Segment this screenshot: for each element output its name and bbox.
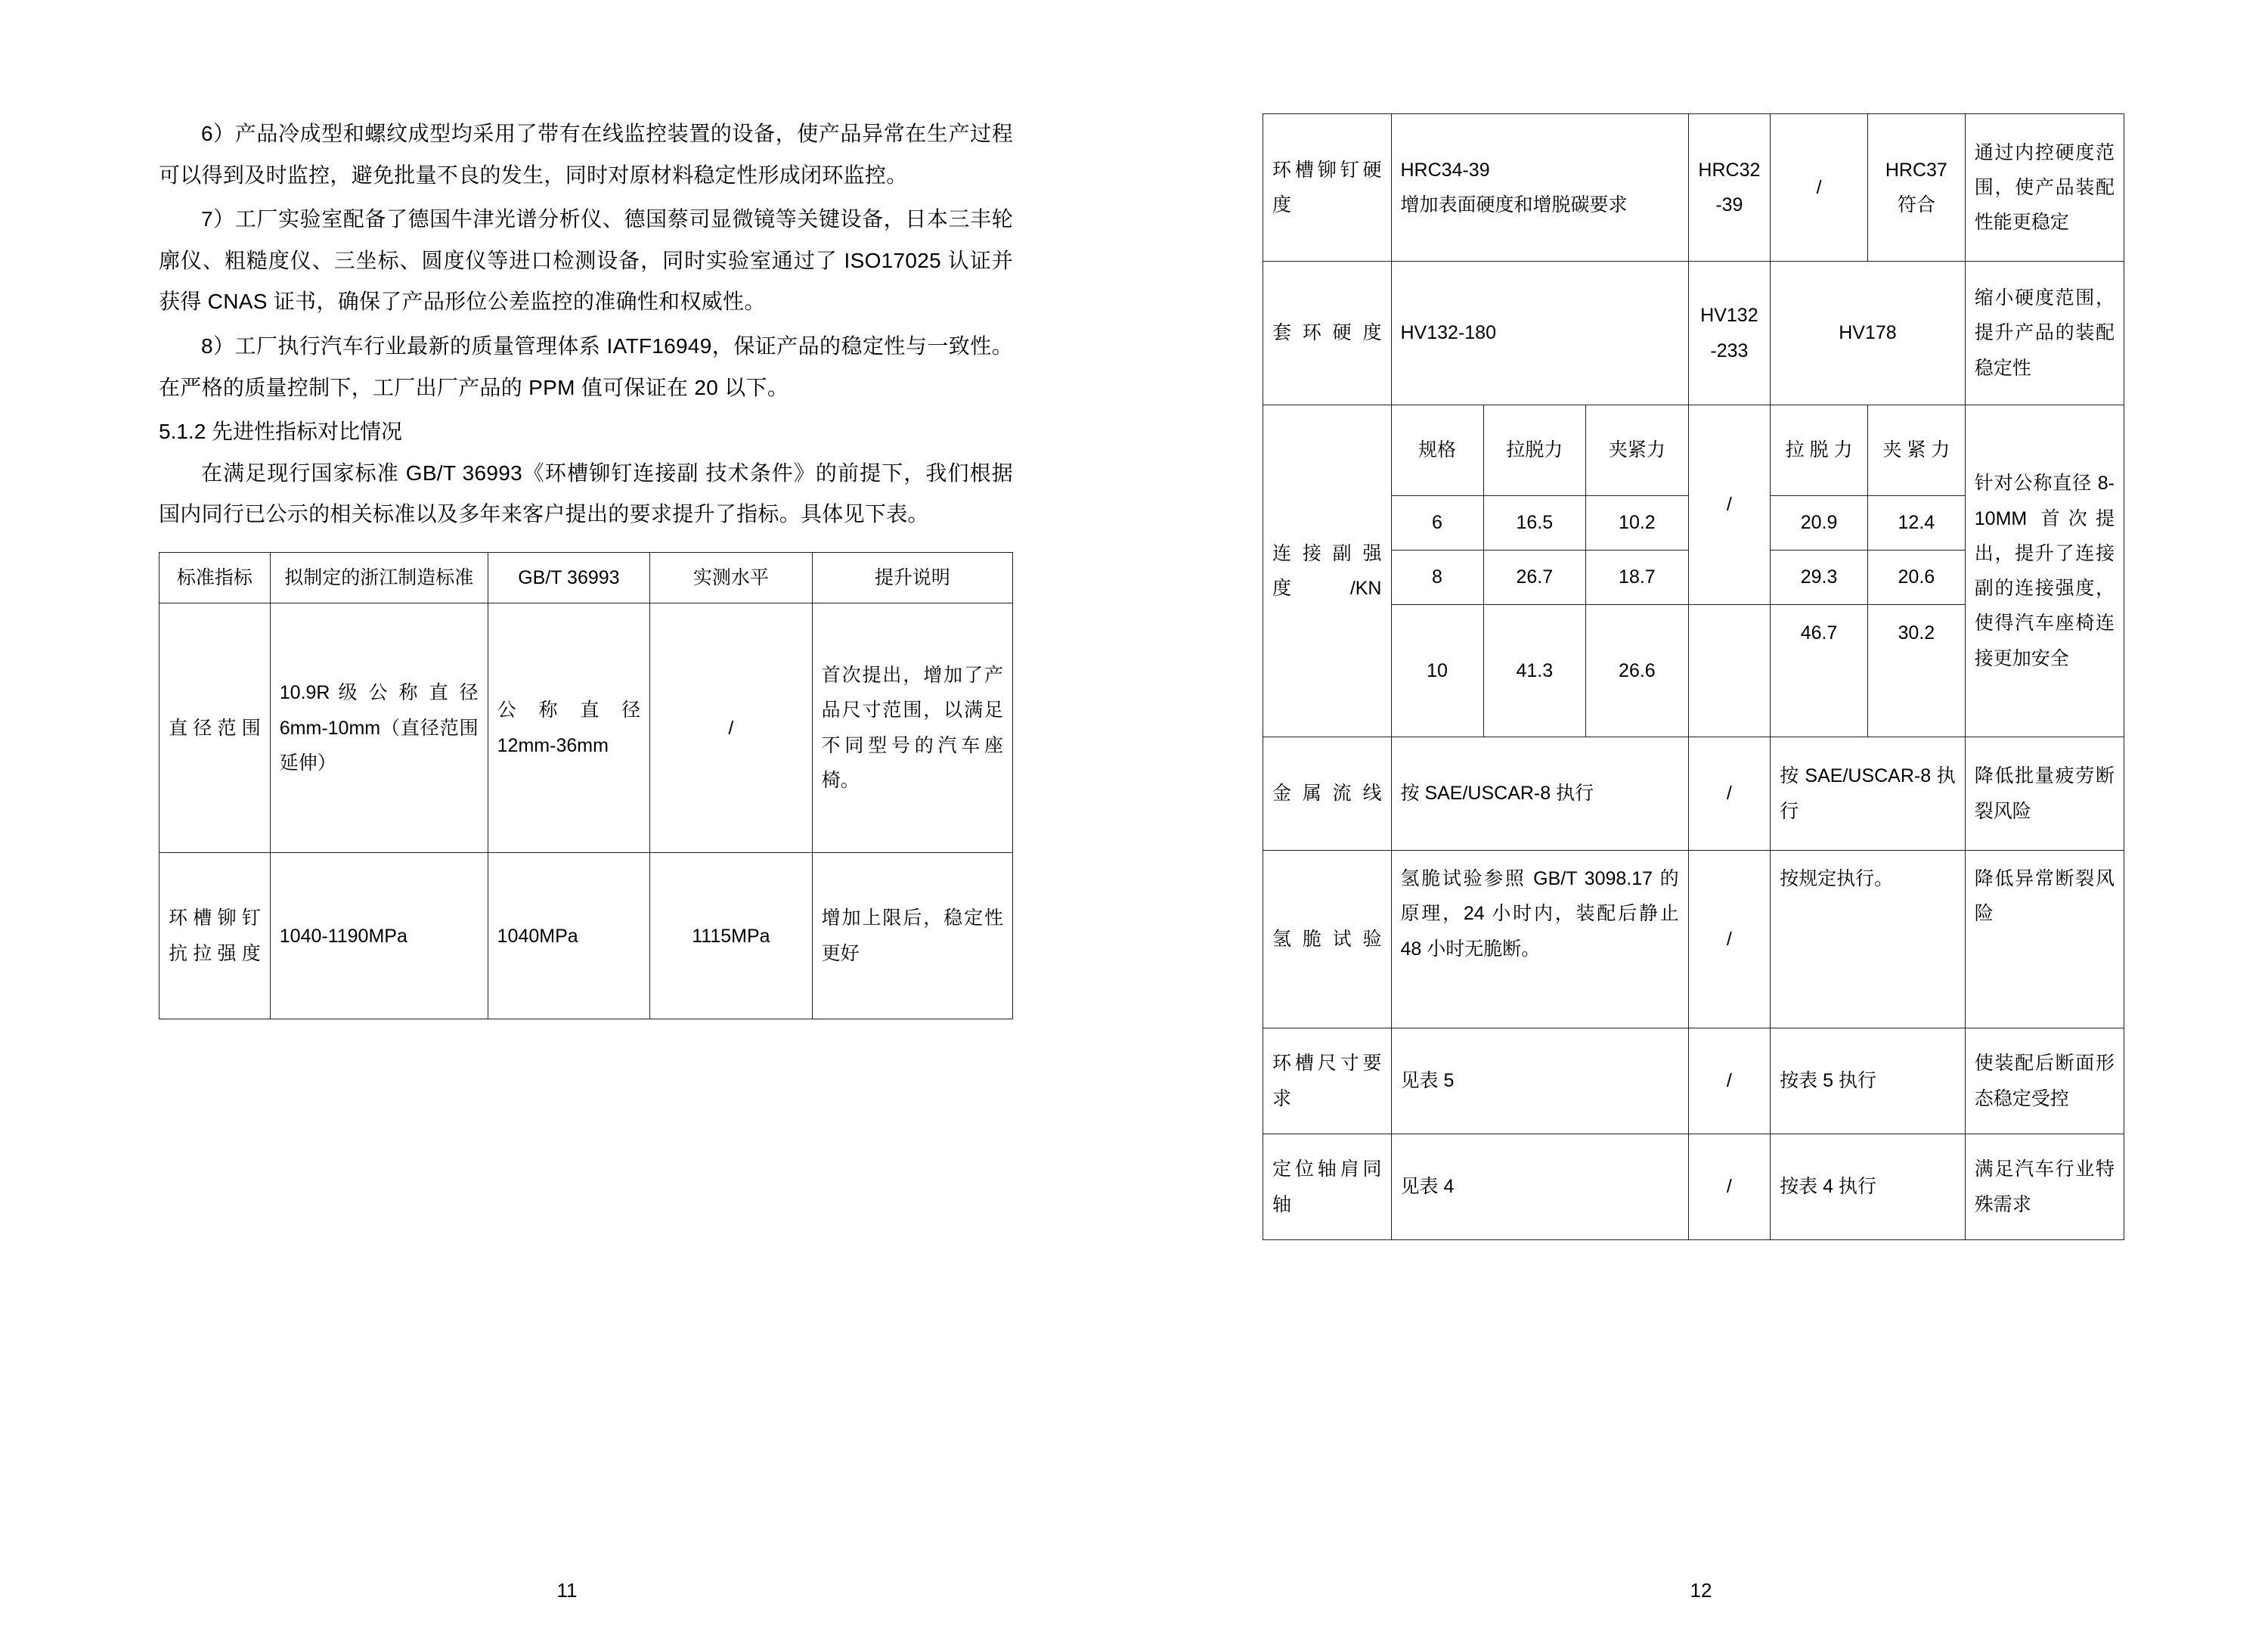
cell-indicator: 环槽铆钉抗拉强度 — [160, 853, 271, 1019]
paragraph-7: 7）工厂实验室配备了德国牛津光谱分析仪、德国蔡司显微镜等关键设备，日本三丰轮廓仪、粗糙度仪、三坐标、圆度仪等进口检测设备，同时实验室通过了 ISO17025 认证并获得 CNAS 证书，确保了产品形位公差监控的准确性和权威性。 — [159, 207, 1013, 314]
cell-indicator: 套环硬度 — [1263, 262, 1392, 405]
col-header-gbt: GB/T 36993 — [488, 552, 650, 603]
sub-header-pullout-measured: 拉 脱 力 — [1771, 405, 1868, 496]
cell-gbt: / — [1688, 737, 1770, 851]
cell-zhejiang: 见表 5 — [1391, 1028, 1688, 1134]
cell-indicator: 直径范围 — [160, 603, 271, 853]
cell-clamp: 10.2 — [1586, 496, 1689, 551]
paragraph-6: 6）产品冷成型和螺纹成型均采用了带有在线监控装置的设备，使产品异常在生产过程可以得到及时监控，避免批量不良的发生，同时对原材料稳定性形成闭环监控。 — [159, 122, 1013, 187]
cell-slash: / — [1771, 114, 1868, 262]
cell-indicator: 连接副强度/KN — [1263, 405, 1392, 737]
cell-measured — [1867, 114, 1965, 262]
cell-measured-line1: HRC37 — [1885, 159, 1947, 181]
table-header-row — [160, 552, 1013, 603]
page-number-left: 11 — [556, 1579, 578, 1602]
cell-clamp-measured: 12.4 — [1867, 496, 1965, 551]
cell-pullout-measured: 20.9 — [1771, 496, 1868, 551]
cell-clamp-measured: 20.6 — [1867, 551, 1965, 605]
col-header-indicator: 标准指标 — [160, 552, 271, 603]
cell-gbt: 1040MPa — [488, 853, 650, 1019]
cell-gbt: / — [1688, 851, 1770, 1028]
cell-zhejiang: HV132-180 — [1391, 262, 1688, 405]
cell-indicator: 定位轴肩同轴 — [1263, 1134, 1392, 1240]
cell-zhejiang: 按 SAE/USCAR-8 执行 — [1391, 737, 1688, 851]
cell-clamp: 18.7 — [1586, 551, 1689, 605]
cell-zhejiang — [1391, 114, 1688, 262]
sub-header-spec: 规格 — [1391, 405, 1483, 496]
cell-pullout-measured: 46.7 — [1771, 605, 1868, 737]
cell-zhejiang-line1: HRC34-39 — [1400, 159, 1490, 181]
cell-note: 首次提出，增加了产品尺寸范围，以满足不同型号的汽车座椅。 — [812, 603, 1012, 853]
cell-clamp: 26.6 — [1586, 605, 1689, 737]
table-row-rivet-hardness — [1263, 114, 2124, 262]
page-number-right: 12 — [1690, 1579, 1712, 1602]
cell-pullout: 41.3 — [1483, 605, 1586, 737]
cell-zhejiang: 氢脆试验参照 GB/T 3098.17 的原理，24 小时内，装配后静止 48 小时无脆断。 — [1391, 851, 1688, 1028]
section-paragraph: 在满足现行国家标准 GB/T 36993《环槽铆钉连接副 技术条件》的前提下，我们根据国内同行已公示的相关标准以及多年来客户提出的要求提升了指标。具体见下表。 — [159, 461, 1013, 526]
cell-zhejiang: 1040-1190MPa — [270, 853, 488, 1019]
cell-measured: / — [650, 603, 813, 853]
table-row-joint-strength-header — [1263, 405, 2124, 496]
table-row — [160, 603, 1013, 853]
table-row-shoulder-coaxial — [1263, 1134, 2124, 1240]
cell-note: 增加上限后，稳定性更好 — [812, 853, 1012, 1019]
cell-zhejiang: 10.9R 级 公 称 直 径 6mm-10mm（直径范围延伸） — [270, 603, 488, 853]
col-header-zhejiang: 拟制定的浙江制造标准 — [270, 552, 488, 603]
sub-header-slash: / — [1688, 405, 1770, 605]
section-heading-512: 5.1.2 先进性指标对比情况 — [159, 420, 403, 444]
col-header-measured: 实测水平 — [650, 552, 813, 603]
cell-measured: 1115MPa — [650, 853, 813, 1019]
comparison-table-left — [159, 552, 1013, 1019]
comparison-table-right — [1263, 113, 2124, 1240]
sub-header-pullout: 拉脱力 — [1483, 405, 1586, 496]
cell-measured-line2: 符合 — [1897, 194, 1935, 216]
cell-note: 使装配后断面形态稳定受控 — [1965, 1028, 2124, 1134]
cell-note: 缩小硬度范围，提升产品的装配稳定性 — [1965, 262, 2124, 405]
table-row-hydrogen-embrittlement — [1263, 851, 2124, 1028]
cell-gbt: / — [1688, 1028, 1770, 1134]
cell-zhejiang-line2: 增加表面硬度和增脱碳要求 — [1400, 194, 1628, 216]
cell-measured: 按表 4 执行 — [1771, 1134, 1966, 1240]
cell-note: 满足汽车行业特殊需求 — [1965, 1134, 2124, 1240]
cell-measured: HV178 — [1771, 262, 1966, 405]
cell-gbt: 公 称 直 径 12mm-36mm — [488, 603, 650, 853]
cell-pullout-measured: 29.3 — [1771, 551, 1868, 605]
cell-indicator: 氢脆试验 — [1263, 851, 1392, 1028]
page-right — [1134, 0, 2268, 1644]
table-row-metal-flow — [1263, 737, 2124, 851]
cell-gbt: HV132-233 — [1688, 262, 1770, 405]
cell-gbt: HRC32-39 — [1688, 114, 1770, 262]
cell-pullout: 16.5 — [1483, 496, 1586, 551]
cell-spec: 10 — [1391, 605, 1483, 737]
cell-gbt: / — [1688, 1134, 1770, 1240]
cell-note: 针对公称直径 8-10MM 首次提出，提升了连接副的连接强度，使得汽车座椅连接更加安全 — [1965, 405, 2124, 737]
table-row-groove-dimension — [1263, 1028, 2124, 1134]
col-header-note: 提升说明 — [812, 552, 1012, 603]
sub-header-clamp: 夹紧力 — [1586, 405, 1689, 496]
cell-spec: 6 — [1391, 496, 1483, 551]
cell-note: 降低异常断裂风险 — [1965, 851, 2124, 1028]
cell-indicator: 环槽尺寸要求 — [1263, 1028, 1392, 1134]
cell-clamp-measured: 30.2 — [1867, 605, 1965, 737]
table-row-collar-hardness — [1263, 262, 2124, 405]
cell-measured: 按规定执行。 — [1771, 851, 1966, 1028]
cell-note: 降低批量疲劳断裂风险 — [1965, 737, 2124, 851]
cell-indicator: 环槽铆钉硬度 — [1263, 114, 1392, 262]
cell-note: 通过内控硬度范围，使产品装配性能更稳定 — [1965, 114, 2124, 262]
cell-pullout: 26.7 — [1483, 551, 1586, 605]
sub-header-clamp-measured: 夹 紧 力 — [1867, 405, 1965, 496]
table-row — [160, 853, 1013, 1019]
cell-spec: 8 — [1391, 551, 1483, 605]
paragraph-8: 8）工厂执行汽车行业最新的质量管理体系 IATF16949，保证产品的稳定性与一致性。在严格的质量控制下，工厂出厂产品的 PPM 值可保证在 20 以下。 — [159, 333, 1013, 399]
cell-measured: 按 SAE/USCAR-8 执行 — [1771, 737, 1966, 851]
cell-slash — [1688, 605, 1770, 737]
cell-indicator: 金属流线 — [1263, 737, 1392, 851]
cell-measured: 按表 5 执行 — [1771, 1028, 1966, 1134]
cell-zhejiang: 见表 4 — [1391, 1134, 1688, 1240]
